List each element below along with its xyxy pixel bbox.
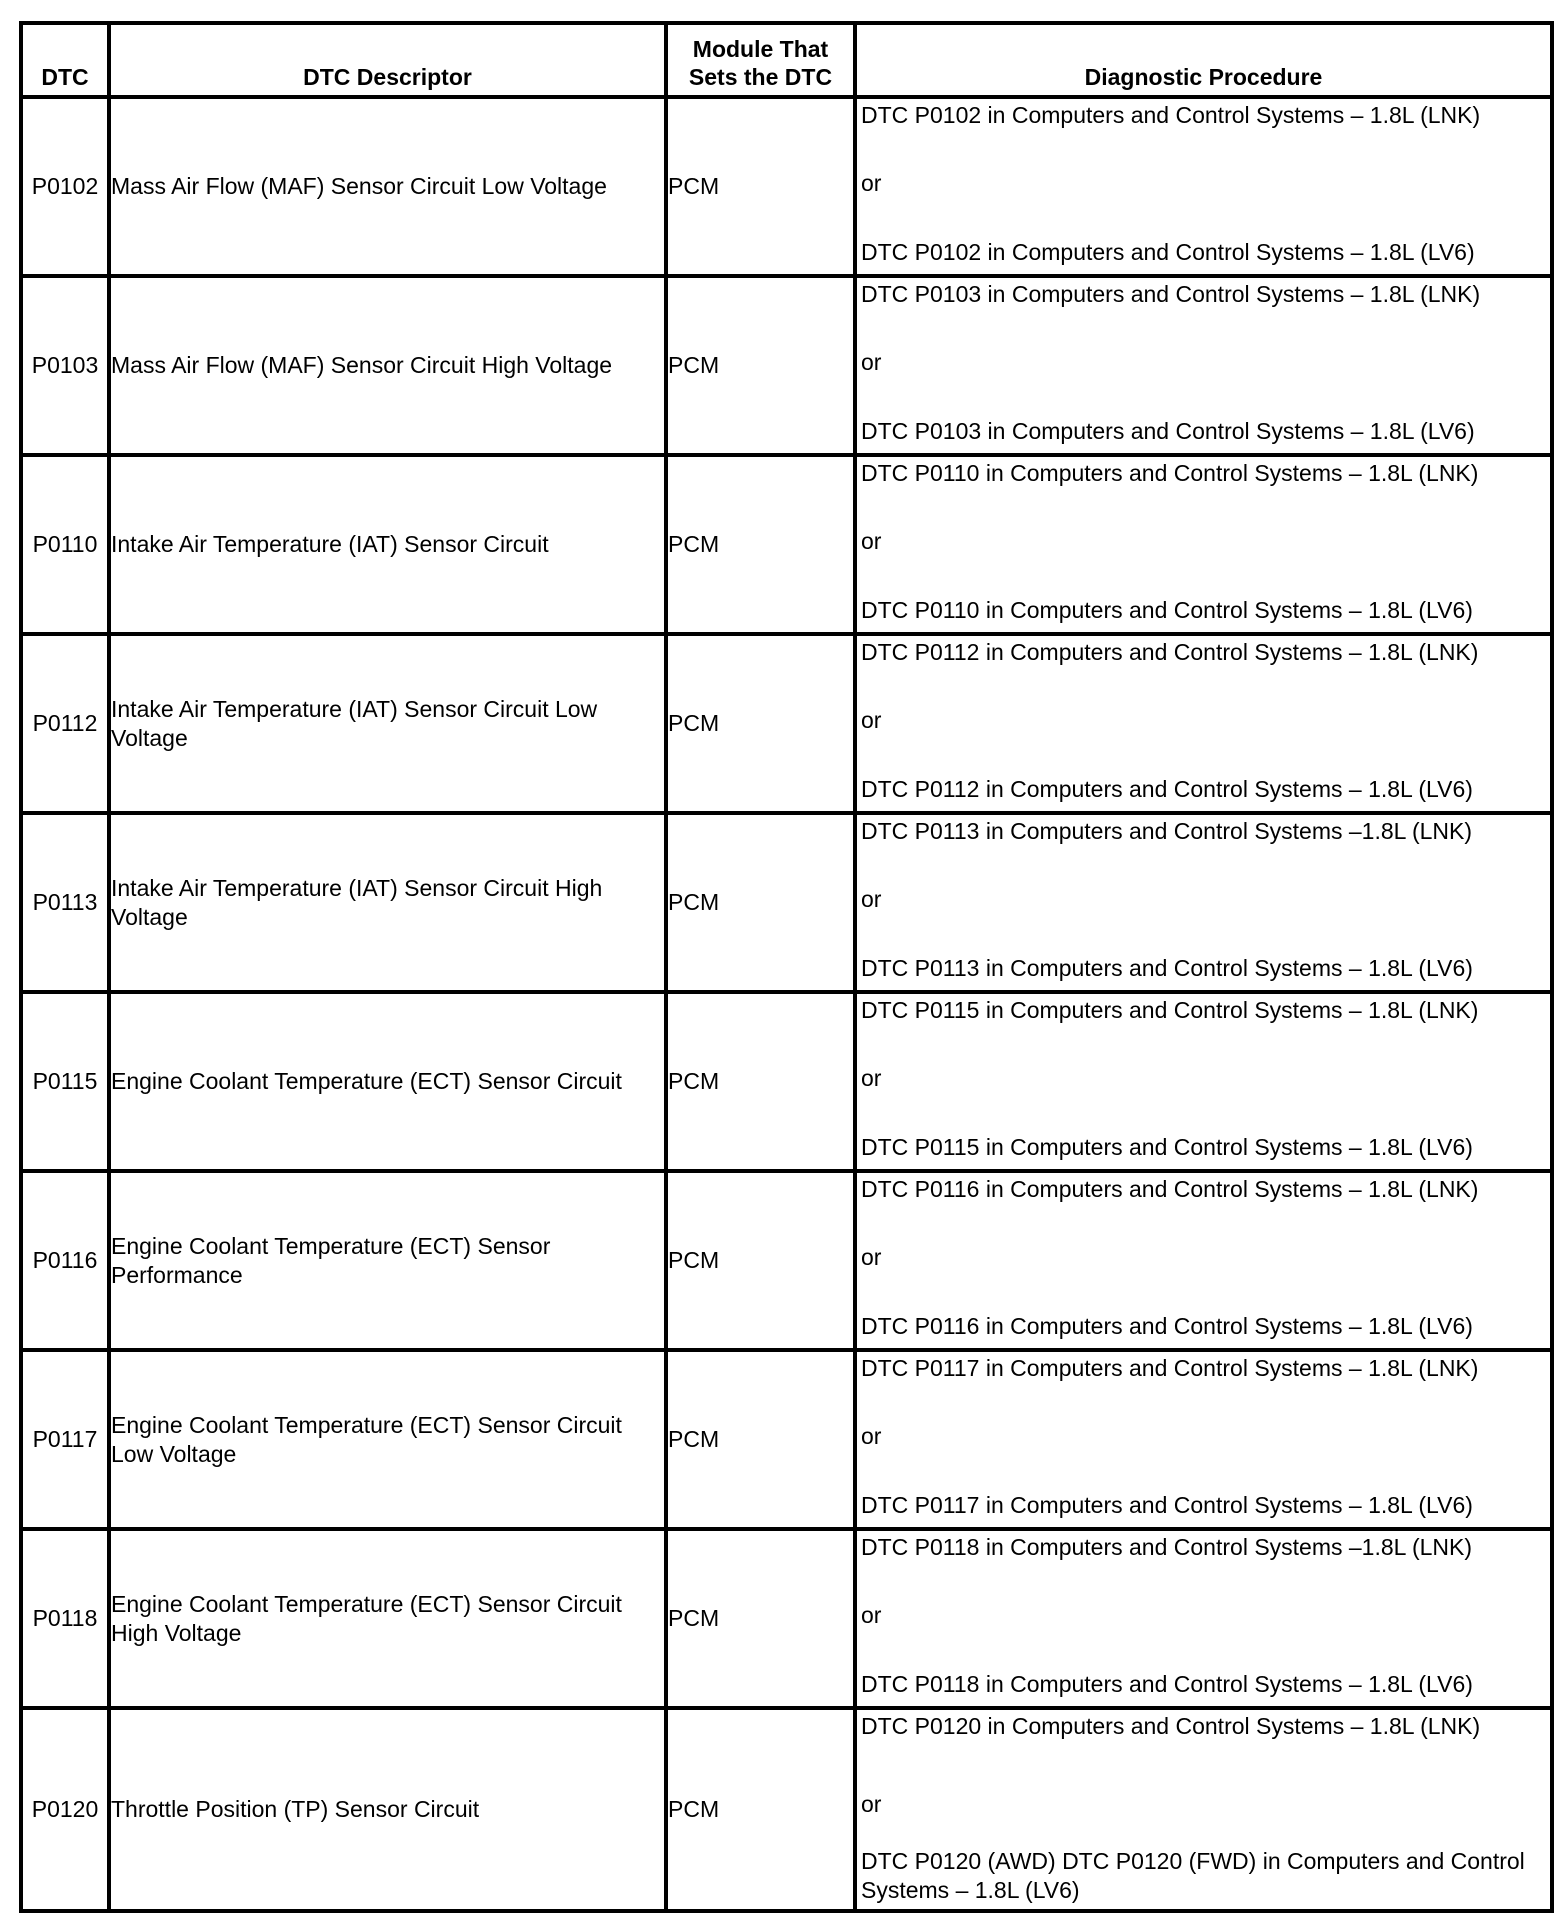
procedure-alternate: DTC P0120 (AWD) DTC P0120 (FWD) in Computers and Control Systems – 1.8L (LV6): [861, 1848, 1525, 1903]
table-row: [21, 276, 1552, 455]
procedure-cell: [855, 992, 1552, 1171]
header-module-line1: Module That: [692, 36, 829, 62]
procedure-alternate: DTC P0102 in Computers and Control Systems – 1.8L (LV6): [861, 239, 1475, 265]
procedure-primary: DTC P0102 in Computers and Control Systems – 1.8L (LNK): [861, 102, 1481, 128]
dtc-descriptor: Engine Coolant Temperature (ECT) Sensor Circuit Low Voltage: [109, 1350, 666, 1529]
dtc-descriptor: Intake Air Temperature (IAT) Sensor Circuit: [109, 455, 666, 634]
procedure-or: or: [861, 886, 882, 912]
table-row: [21, 1708, 1552, 1911]
dtc-descriptor: Engine Coolant Temperature (ECT) Sensor Performance: [109, 1171, 666, 1350]
procedure-cell: [855, 97, 1552, 276]
table-row: [21, 634, 1552, 813]
procedure-primary: DTC P0113 in Computers and Control Systems –1.8L (LNK): [861, 818, 1473, 844]
procedure-alternate: DTC P0115 in Computers and Control Systems – 1.8L (LV6): [861, 1134, 1473, 1160]
procedure-primary: DTC P0103 in Computers and Control Systems – 1.8L (LNK): [861, 281, 1481, 307]
dtc-code: P0112: [21, 634, 109, 813]
module: PCM: [666, 1171, 855, 1350]
procedure-alternate: DTC P0116 in Computers and Control Systems – 1.8L (LV6): [861, 1313, 1473, 1339]
module: PCM: [666, 1708, 855, 1911]
procedure-alternate: DTC P0117 in Computers and Control Systems – 1.8L (LV6): [861, 1492, 1473, 1518]
header-module: [666, 23, 855, 97]
procedure-cell: [855, 813, 1552, 992]
procedure-or: or: [861, 1423, 882, 1449]
module: PCM: [666, 1350, 855, 1529]
procedure-primary: DTC P0118 in Computers and Control Systems –1.8L (LNK): [861, 1534, 1473, 1560]
procedure-cell: [855, 455, 1552, 634]
module: PCM: [666, 992, 855, 1171]
dtc-code: P0117: [21, 1350, 109, 1529]
procedure-alternate: DTC P0103 in Computers and Control Systems – 1.8L (LV6): [861, 418, 1475, 444]
header-dtc: DTC: [21, 23, 109, 97]
dtc-code: P0110: [21, 455, 109, 634]
procedure-alternate: DTC P0110 in Computers and Control Systems – 1.8L (LV6): [861, 597, 1473, 623]
procedure-cell: [855, 1350, 1552, 1529]
dtc-code: P0115: [21, 992, 109, 1171]
dtc-descriptor: Engine Coolant Temperature (ECT) Sensor Circuit: [109, 992, 666, 1171]
procedure-alternate: DTC P0113 in Computers and Control Systems – 1.8L (LV6): [861, 955, 1473, 981]
dtc-descriptor: Mass Air Flow (MAF) Sensor Circuit High Voltage: [109, 276, 666, 455]
table-row: [21, 97, 1552, 276]
module: PCM: [666, 1529, 855, 1708]
table-row: [21, 1529, 1552, 1708]
table-row: [21, 455, 1552, 634]
dtc-descriptor: Mass Air Flow (MAF) Sensor Circuit Low Voltage: [109, 97, 666, 276]
header-row: [21, 23, 1552, 97]
dtc-code: P0103: [21, 276, 109, 455]
procedure-cell: [855, 1529, 1552, 1708]
module: PCM: [666, 97, 855, 276]
procedure-primary: DTC P0117 in Computers and Control Systems – 1.8L (LNK): [861, 1355, 1479, 1381]
dtc-code: P0102: [21, 97, 109, 276]
dtc-code: P0120: [21, 1708, 109, 1911]
table-row: [21, 813, 1552, 992]
dtc-code: P0113: [21, 813, 109, 992]
dtc-descriptor: Throttle Position (TP) Sensor Circuit: [109, 1708, 666, 1911]
dtc-code: P0116: [21, 1171, 109, 1350]
procedure-or: or: [861, 1065, 882, 1091]
procedure-cell: [855, 634, 1552, 813]
dtc-descriptor: Intake Air Temperature (IAT) Sensor Circuit Low Voltage: [109, 634, 666, 813]
procedure-primary: DTC P0116 in Computers and Control Systems – 1.8L (LNK): [861, 1176, 1479, 1202]
header-module-line2: Sets the DTC: [688, 64, 833, 90]
dtc-descriptor: Engine Coolant Temperature (ECT) Sensor Circuit High Voltage: [109, 1529, 666, 1708]
procedure-cell: [855, 1708, 1552, 1911]
dtc-descriptor: Intake Air Temperature (IAT) Sensor Circuit High Voltage: [109, 813, 666, 992]
procedure-or: or: [861, 528, 882, 554]
procedure-alternate: DTC P0112 in Computers and Control Systems – 1.8L (LV6): [861, 776, 1473, 802]
header-descriptor: DTC Descriptor: [109, 23, 666, 97]
module: PCM: [666, 634, 855, 813]
dtc-code: P0118: [21, 1529, 109, 1708]
procedure-cell: [855, 276, 1552, 455]
procedure-primary: DTC P0110 in Computers and Control Systems – 1.8L (LNK): [861, 460, 1479, 486]
procedure-cell: [855, 1171, 1552, 1350]
procedure-or: or: [861, 1244, 882, 1270]
procedure-or: or: [861, 170, 882, 196]
table-row: [21, 1350, 1552, 1529]
procedure-or: or: [861, 707, 882, 733]
procedure-primary: DTC P0115 in Computers and Control Systems – 1.8L (LNK): [861, 997, 1479, 1023]
procedure-or: or: [861, 349, 882, 375]
module: PCM: [666, 276, 855, 455]
procedure-or: or: [861, 1602, 882, 1628]
table-row: [21, 1171, 1552, 1350]
module: PCM: [666, 455, 855, 634]
module: PCM: [666, 813, 855, 992]
procedure-alternate: DTC P0118 in Computers and Control Systems – 1.8L (LV6): [861, 1671, 1473, 1697]
dtc-table: [19, 21, 1554, 1913]
procedure-primary: DTC P0120 in Computers and Control Systems – 1.8L (LNK): [861, 1713, 1481, 1739]
procedure-or: or: [861, 1791, 882, 1817]
procedure-primary: DTC P0112 in Computers and Control Systems – 1.8L (LNK): [861, 639, 1479, 665]
header-procedure: Diagnostic Procedure: [855, 23, 1552, 97]
table-row: [21, 992, 1552, 1171]
